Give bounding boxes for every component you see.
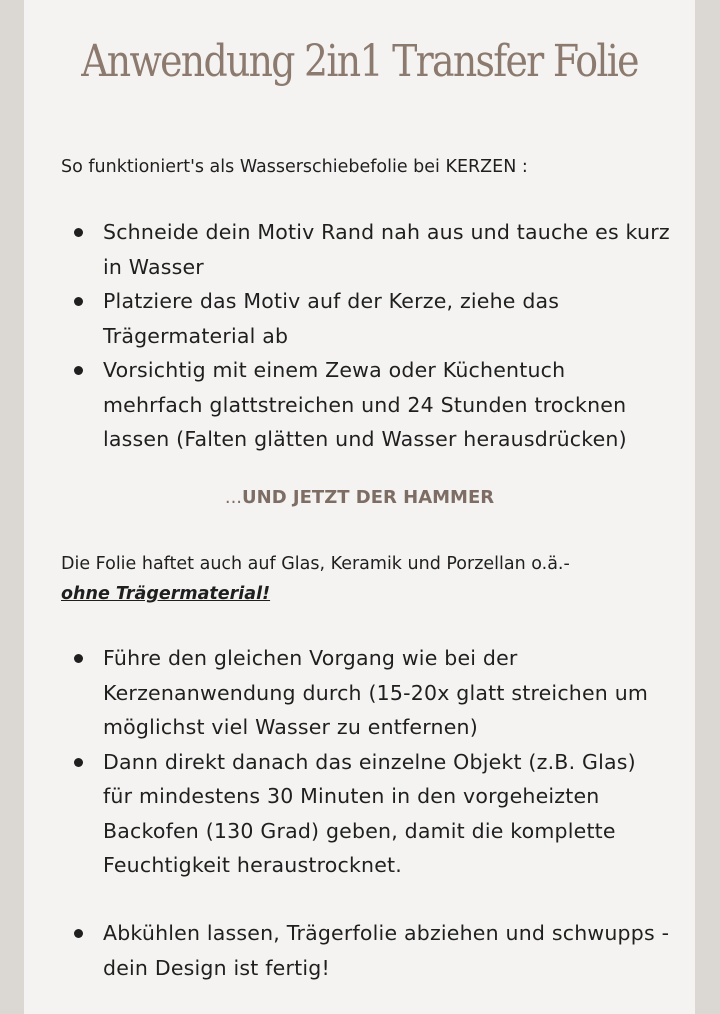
step-text: Vorsichtig mit einem Zewa oder Küchentuch mehrfach glattstreichen und 24 Stunden trocknen lassen (Falten glätten und Wasser herausdrücken) xyxy=(103,358,627,451)
page-title: Anwendung 2in1 Transfer Folie xyxy=(81,36,638,87)
step-text: Abkühlen lassen, Trägerfolie abziehen und schwupps - dein Design ist fertig! xyxy=(103,921,670,980)
list-item xyxy=(61,215,671,284)
bullet-icon xyxy=(74,758,83,767)
hammer-dots: ... xyxy=(224,487,243,508)
bullet-icon xyxy=(74,228,83,237)
hammer-text: UND JETZT DER HAMMER xyxy=(242,487,495,508)
list-item xyxy=(61,641,671,745)
glass-text: Die Folie haftet auch auf Glas, Keramik und Porzellan o.ä.- xyxy=(61,554,570,574)
glass-emphasis: ohne Trägermaterial! xyxy=(61,584,271,604)
step-text: Führe den gleichen Vorgang wie bei der Kerzenanwendung durch (15-20x glatt streichen um möglichst viel Wasser zu entfernen) xyxy=(103,646,649,739)
list-item xyxy=(61,745,671,883)
step-text: Schneide dein Motiv Rand nah aus und tauche es kurz in Wasser xyxy=(103,220,670,279)
step-text: Dann direkt danach das einzelne Objekt (z.B. Glas) für mindestens 30 Minuten in den vorgeheizten Backofen (130 Grad) geben, damit die komplette Feuchtigkeit heraustrocknet. xyxy=(103,749,636,877)
bullet-icon xyxy=(74,366,83,375)
list-item xyxy=(61,353,671,457)
glass-steps-list xyxy=(61,641,671,883)
candle-steps-list xyxy=(61,215,671,457)
hammer-heading xyxy=(24,487,695,508)
instruction-card xyxy=(24,0,695,1014)
bullet-icon xyxy=(74,654,83,663)
glass-intro xyxy=(61,549,671,609)
bullet-icon xyxy=(74,297,83,306)
list-item xyxy=(61,284,671,353)
candle-intro: So funktioniert's als Wasserschiebefolie bei KERZEN : xyxy=(61,157,528,177)
step-text: Platziere das Motiv auf der Kerze, ziehe das Trägermaterial ab xyxy=(103,289,560,348)
list-item xyxy=(61,916,671,985)
final-step-list xyxy=(61,916,671,985)
bullet-icon xyxy=(74,929,83,938)
